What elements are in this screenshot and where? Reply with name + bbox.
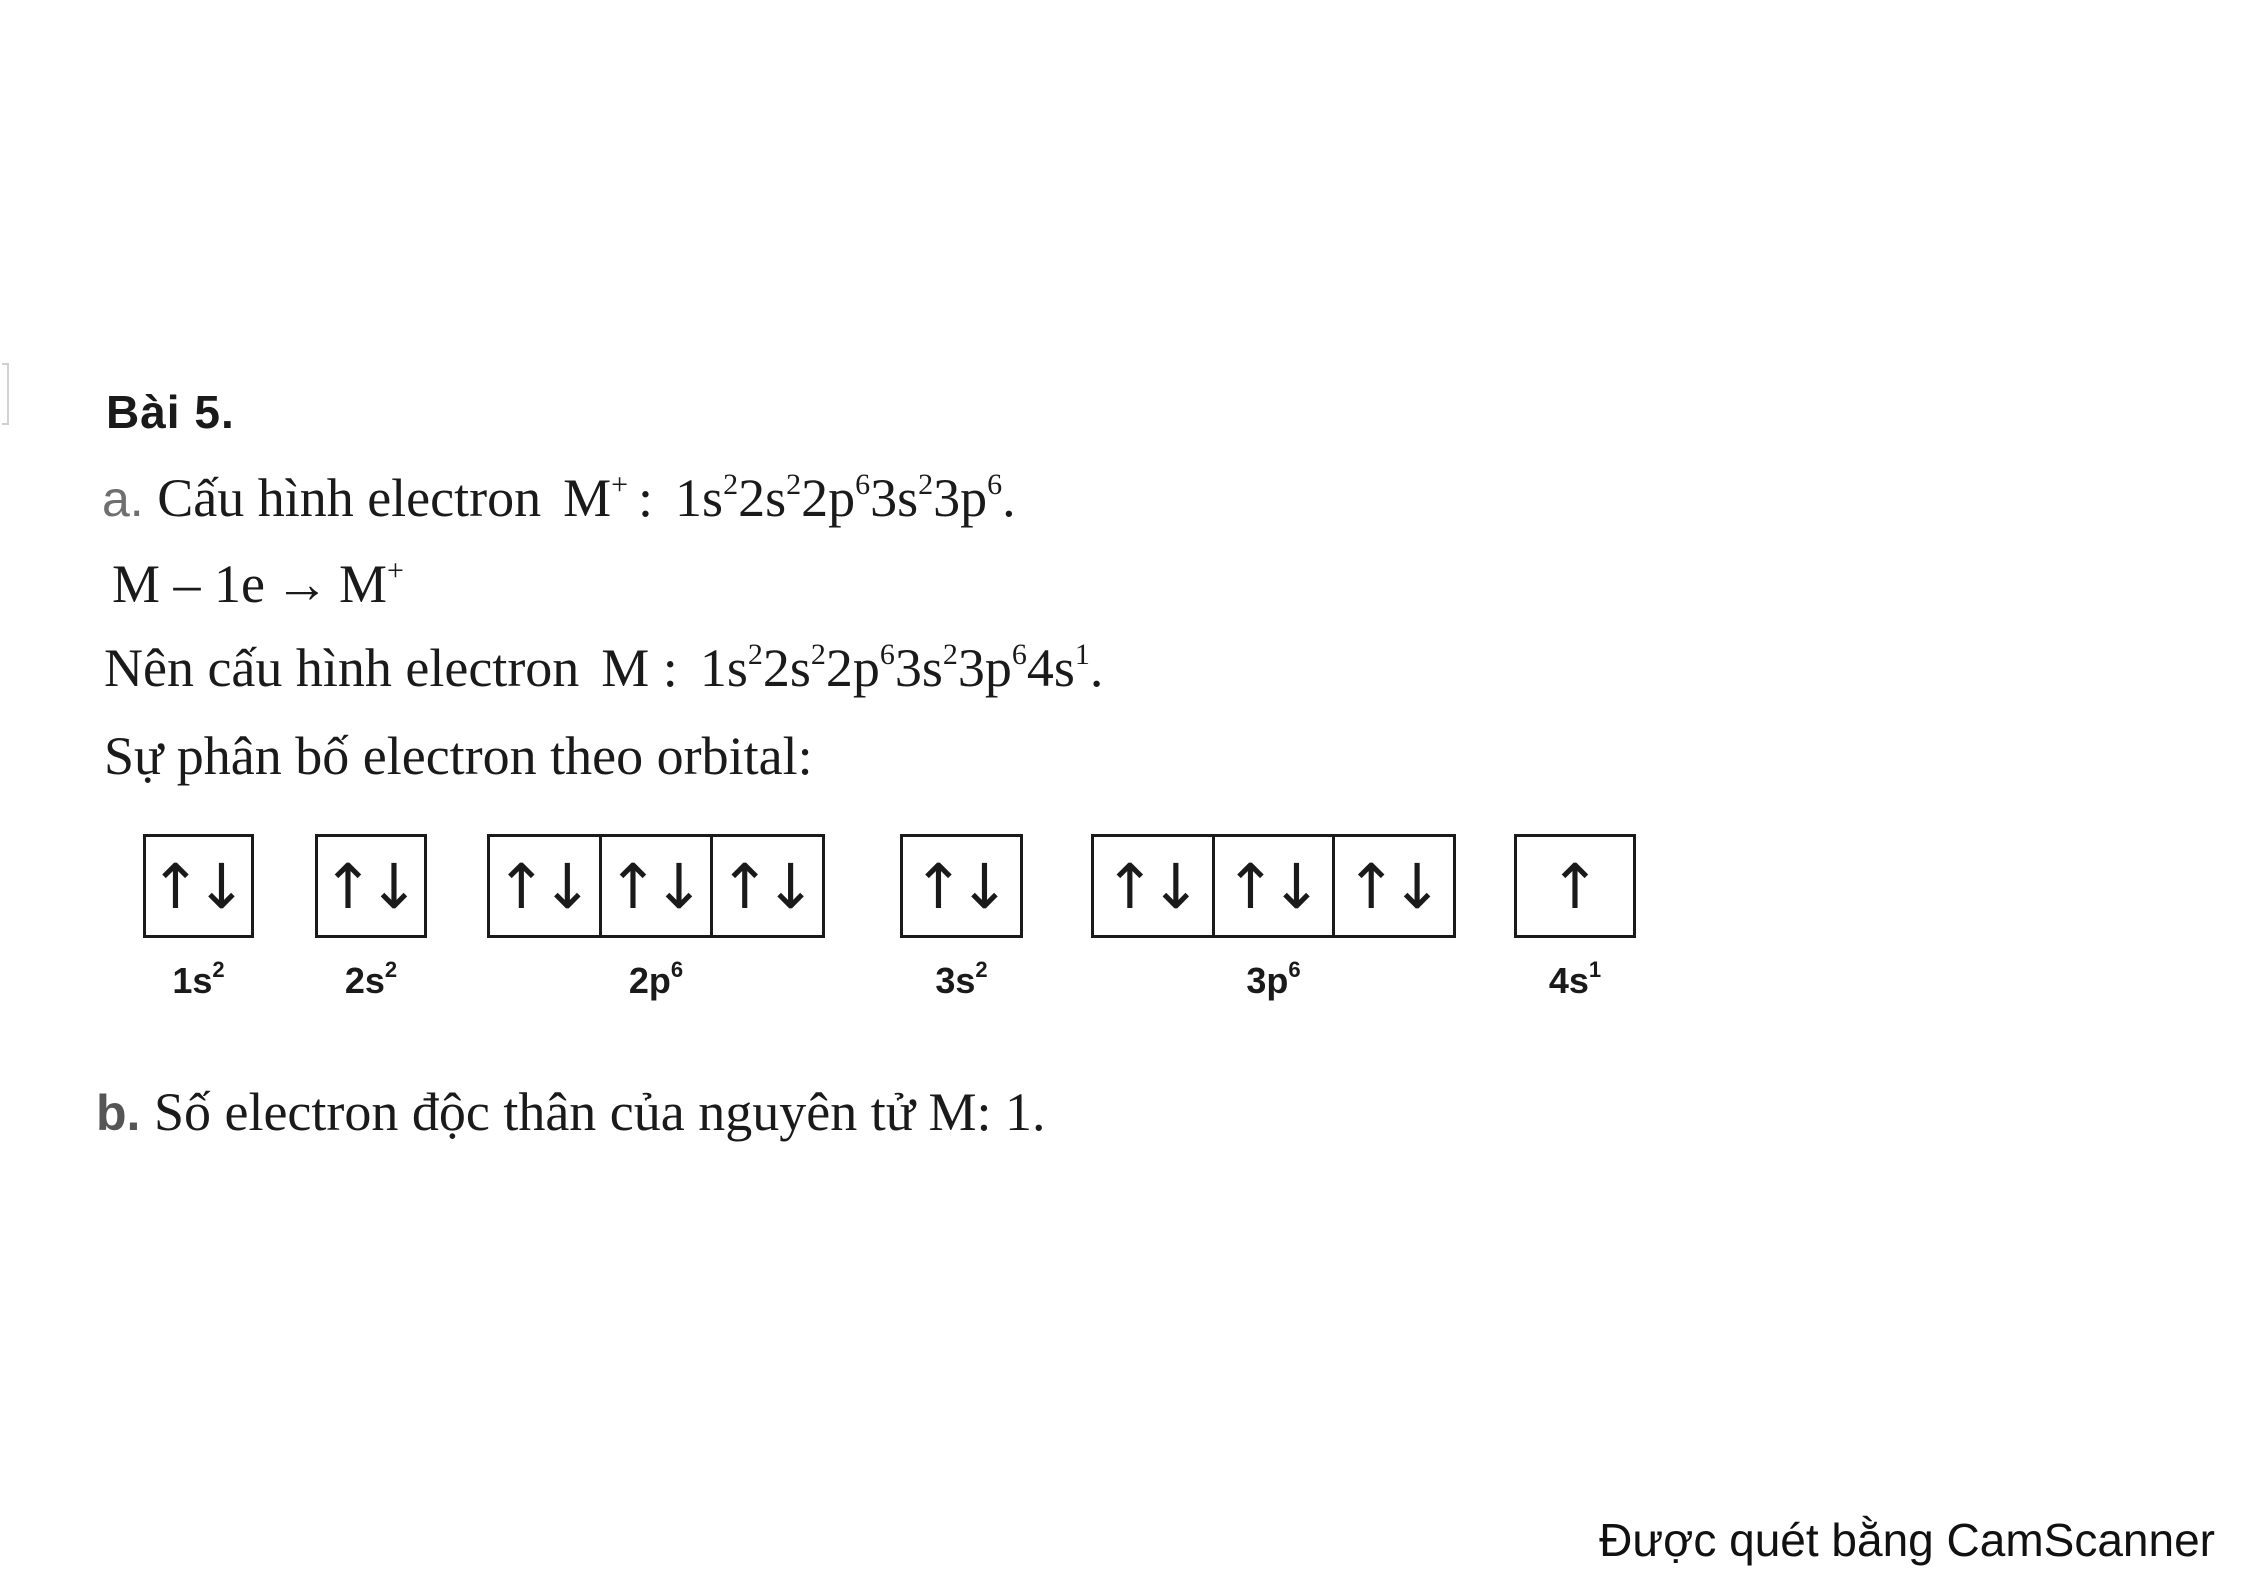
atom-symbol: M : <box>601 638 678 698</box>
orbital-cell: ↑↓ <box>495 849 588 923</box>
subshell-term: 1s <box>675 468 724 528</box>
orbital-box-2p <box>487 834 825 938</box>
period: . <box>1089 638 1104 698</box>
part-b-marker: b. <box>96 1085 141 1141</box>
subshell-term: 3s <box>870 468 919 528</box>
equation-rhs: M <box>338 554 387 614</box>
subshell-exponent: 2 <box>810 638 826 671</box>
config-label: Cấu hình electron <box>157 468 542 528</box>
subshell-exponent: 6 <box>987 468 1003 501</box>
subshell-exponent: 2 <box>723 468 739 501</box>
orbital-label-base: 1s <box>172 960 213 1001</box>
part-a-marker: a. <box>102 471 144 527</box>
arrow-icon: → <box>274 554 329 614</box>
orbital-cell: ↑↓ <box>149 849 242 923</box>
ion-symbol: M <box>563 468 612 528</box>
orbital-label-3s <box>900 957 1023 1002</box>
equation-rhs-charge: + <box>387 554 404 587</box>
atom-config-label: Nên cấu hình electron <box>104 638 580 698</box>
subshell-exponent: 2 <box>747 638 763 671</box>
subshell-term: 3p <box>933 468 988 528</box>
ion-configuration <box>675 468 1002 528</box>
subshell-term: 2p <box>825 638 880 698</box>
orbital-label-exponent: 6 <box>1288 957 1301 982</box>
orbital-cell: ↑↓ <box>912 849 1005 923</box>
orbital-label-base: 2s <box>344 960 385 1001</box>
orbital-label-exponent: 2 <box>384 957 398 982</box>
exercise-title: Bài 5. <box>106 386 235 438</box>
colon: : <box>638 468 654 528</box>
orbital-cell: ↑↓ <box>1212 837 1333 935</box>
orbital-cell: ↑↓ <box>1332 837 1453 935</box>
part-b-line <box>96 1082 1046 1143</box>
orbital-label-exponent: 1 <box>1588 957 1602 982</box>
orbital-cell: ↑↓ <box>710 837 822 935</box>
orbital-box-3p <box>1091 834 1456 938</box>
orbital-box-1s <box>143 834 254 938</box>
subshell-exponent: 2 <box>786 468 802 501</box>
subshell-exponent: 1 <box>1074 638 1090 671</box>
orbital-box-3s <box>900 834 1023 938</box>
atom-configuration <box>700 638 1090 698</box>
subshell-exponent: 6 <box>1011 638 1027 671</box>
subshell-exponent: 2 <box>942 638 958 671</box>
orbital-label-base: 2p <box>628 960 671 1001</box>
subshell-term: 2s <box>762 638 811 698</box>
subshell-exponent: 2 <box>918 468 934 501</box>
orbital-label-base: 3s <box>935 960 976 1001</box>
orbital-label-2p <box>487 957 825 1002</box>
subshell-term: 3s <box>894 638 943 698</box>
subshell-term: 1s <box>699 638 748 698</box>
orbital-box-4s <box>1514 834 1636 938</box>
orbital-label-2s <box>315 957 427 1002</box>
orbital-label-4s <box>1514 957 1636 1002</box>
subshell-exponent: 6 <box>879 638 895 671</box>
ionization-equation <box>112 554 404 614</box>
subshell-term: 4s <box>1026 638 1075 698</box>
orbital-label-base: 3p <box>1246 960 1289 1001</box>
orbital-cell: ↑ <box>1549 849 1595 923</box>
orbital-label-exponent: 2 <box>975 957 988 982</box>
subshell-term: 2p <box>801 468 856 528</box>
orbital-label-exponent: 6 <box>670 957 684 982</box>
equation-lhs: M – 1e <box>112 554 265 614</box>
subshell-term: 2s <box>738 468 787 528</box>
orbital-cell: ↑↓ <box>322 849 414 923</box>
orbital-cell: ↑↓ <box>1103 849 1196 923</box>
orbital-cell: ↑↓ <box>599 837 711 935</box>
atom-config-line <box>104 638 1103 698</box>
orbital-label-1s <box>143 957 254 1002</box>
ion-charge: + <box>611 468 629 501</box>
period: . <box>1002 468 1016 528</box>
orbital-box-2s <box>315 834 427 938</box>
subshell-term: 3p <box>957 638 1012 698</box>
subshell-exponent: 6 <box>855 468 871 501</box>
scan-edge-mark <box>2 363 9 425</box>
orbital-label-exponent: 2 <box>212 957 225 982</box>
orbital-label-base: 4s <box>1548 960 1589 1001</box>
camscanner-watermark: Được quét bằng CamScanner <box>1599 1514 2215 1566</box>
orbital-heading: Sự phân bố electron theo orbital: <box>104 726 813 786</box>
part-b-text: Số electron độc thân của nguyên tử M: 1. <box>153 1082 1046 1142</box>
ion-config-line <box>102 468 1016 529</box>
orbital-label-3p <box>1091 957 1456 1002</box>
